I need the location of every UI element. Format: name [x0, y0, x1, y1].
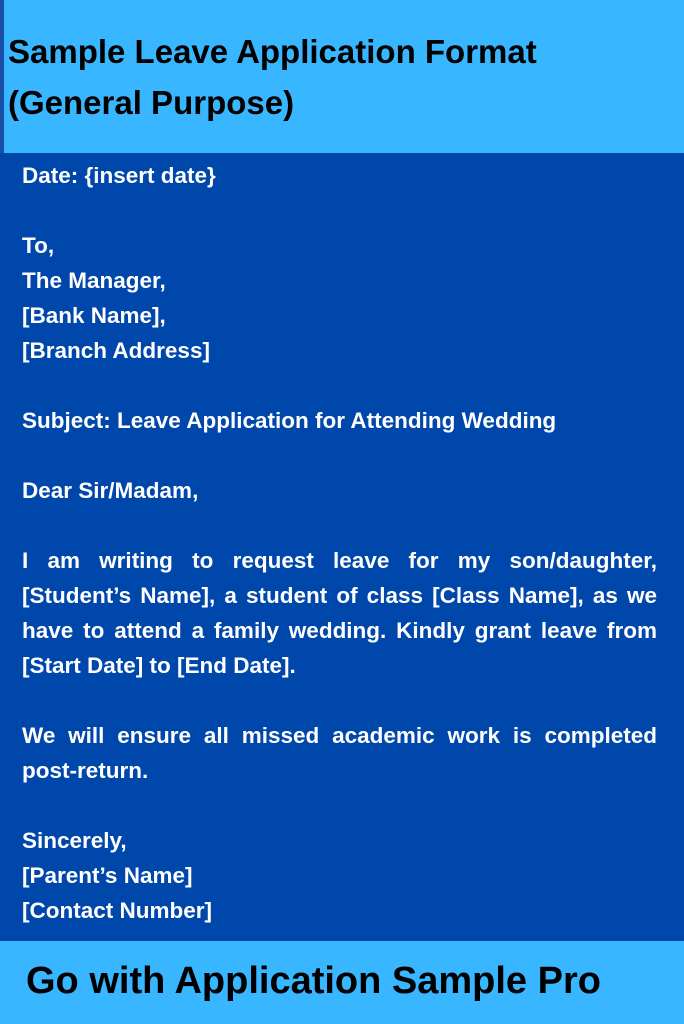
letter-to: To,: [22, 233, 55, 258]
letter-body-paragraph-1: I am writing to request leave for my son/daughter, [Student’s Name], a student of class [Class Name], as we have to attend a family wedding. Kindly grant leave from [Start Date] to [End Date].: [22, 548, 657, 678]
letter-date: Date: {insert date}: [22, 163, 216, 188]
page-title: [8, 26, 648, 128]
letter-contact-number: [Contact Number]: [22, 898, 212, 923]
letter-body: [22, 158, 657, 928]
letter-closing: Sincerely,: [22, 828, 127, 853]
letter-salutation: Dear Sir/Madam,: [22, 478, 199, 503]
letter-body-paragraph-2: We will ensure all missed academic work is completed post-return.: [22, 723, 657, 783]
letter-recipient: The Manager,: [22, 268, 166, 293]
letter-parent-name: [Parent’s Name]: [22, 863, 193, 888]
page-title-line-1: Sample Leave Application Format: [8, 33, 537, 70]
page-footer: [0, 941, 684, 1024]
letter-subject: Subject: Leave Application for Attending Wedding: [22, 408, 557, 433]
page-header: [0, 0, 684, 153]
letter-branch-address: [Branch Address]: [22, 338, 210, 363]
page-title-line-2: (General Purpose): [8, 84, 295, 121]
footer-brand-text: Go with Application Sample Pro: [26, 960, 601, 1002]
letter-bank-name: [Bank Name],: [22, 303, 166, 328]
